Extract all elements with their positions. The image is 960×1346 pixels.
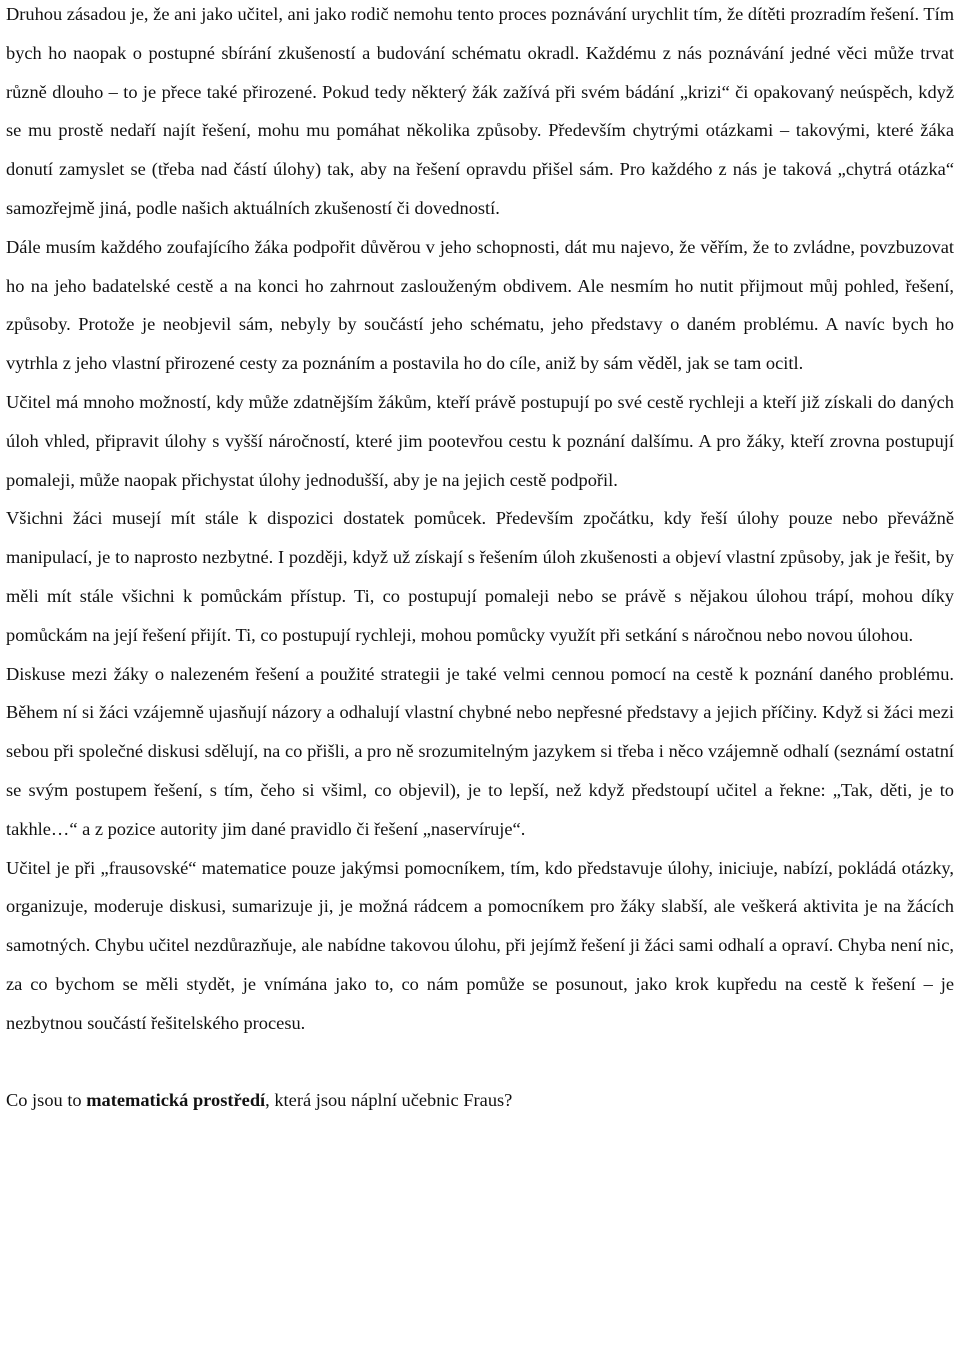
- paragraph-gap: [6, 1043, 954, 1082]
- question-bold-term: matematická prostředí: [86, 1090, 266, 1111]
- closing-question: [6, 1081, 954, 1120]
- paragraph-2: Dále musím každého zoufajícího žáka podpořit důvěrou v jeho schopnosti, dát mu najevo, že věřím, že to zvládne, povzbuzovat ho na jeho badatelské cestě a na konci ho zahrnout zaslouženým obdivem. Ale nesmím ho nutit přijmout můj pohled, řešení, způsoby. Protože je neobjevil sám, nebyly by součástí jeho schématu, jeho představy o daném problému. A navíc bych ho vytrhla z jeho vlastní přirozené cesty za poznáním a postavila ho do cíle, aniž by sám věděl, jak se tam ocitl.: [6, 236, 954, 374]
- paragraph-3: Učitel má mnoho možností, kdy může zdatnějším žákům, kteří právě postupují po své cestě rychleji a kteří již získali do daných úloh vhled, připravit úlohy s vyšší náročností, které jim pootevřou cestu k poznání dalšímu. A pro žáky, kteří zrovna postupují pomaleji, může naopak přichystat úlohy jednodušší, aby je na jejich cestě podpořil.: [6, 391, 954, 490]
- question-text-start: Co jsou to: [6, 1090, 87, 1111]
- question-text-end: , která jsou náplní učebnic Fraus?: [265, 1090, 513, 1111]
- paragraph-5: Diskuse mezi žáky o nalezeném řešení a použité strategii je také velmi cennou pomocí na cestě k poznání daného problému. Během ní si žáci vzájemně ujasňují názory a odhalují vlastní chybné nebo nepřesné představy a jejich příčiny. Když si žáci mezi sebou při společné diskusi sdělují, na co přišli, a pro ně srozumitelným jazykem si třeba i něco vzájemně odhalí (seznámí ostatní se svým postupem řešení, s tím, čeho si všiml, co objevil), je to lepší, než když předstoupí učitel a řekne: „Tak, děti, je to takhle…“ a z pozice autority jim dané pravidlo či řešení „naservíruje“.: [6, 663, 954, 839]
- paragraph-6: Učitel je při „frausovské“ matematice pouze jakýmsi pomocníkem, tím, kdo představuje úlohy, iniciuje, nabízí, pokládá otázky, organizuje, moderuje diskusi, sumarizuje ji, je možná rádcem a pomocníkem pro žáky slabší, ale veškerá aktivita je na žácích samotných. Chybu učitel nezdůrazňuje, ale nabídne takovou úlohu, při jejímž řešení ji žáci sami odhalí a opraví. Chyba není nic, za co bychom se měli stydět, je vnímána jako to, co nám pomůže se posunout, jako krok kupředu na cestě k řešení – je nezbytnou součástí řešitelského procesu.: [6, 857, 954, 1033]
- paragraph-4: Všichni žáci musejí mít stále k dispozici dostatek pomůcek. Především zpočátku, kdy řeší úlohy pouze nebo převážně manipulací, je to naprosto nezbytné. I později, když už získají s řešením úloh zkušenosti a objeví vlastní způsoby, jak je řešit, by měli mít stále všichni k pomůckám přístup. Ti, co postupují pomaleji nebo se právě s nějakou úlohou trápí, mohou díky pomůckám na její řešení přijít. Ti, co postupují rychleji, mohou pomůcky využít při setkání s náročnou nebo novou úlohou.: [6, 508, 954, 645]
- paragraph-1: Druhou zásadou je, že ani jako učitel, ani jako rodič nemohu tento proces poznávání urychlit tím, že dítěti prozradím řešení. Tím bych ho naopak o postupné sbírání zkušeností a budování schématu okradl. Každému z nás poznávání jedné věci může trvat různě dlouho – to je přece také přirozené. Pokud tedy některý žák zažívá při svém bádání „krizi“ či opakovaný neúspěch, když se mu prostě nedaří najít řešení, mohu mu pomáhat několika způsoby. Především chytrými otázkami – takovými, které žáka donutí zamyslet se (třeba nad částí úlohy) tak, aby na řešení opravdu přišel sám. Pro každého z nás je taková „chytrá otázka“ samozřejmě jiná, podle našich aktuálních zkušeností či dovedností.: [6, 4, 954, 218]
